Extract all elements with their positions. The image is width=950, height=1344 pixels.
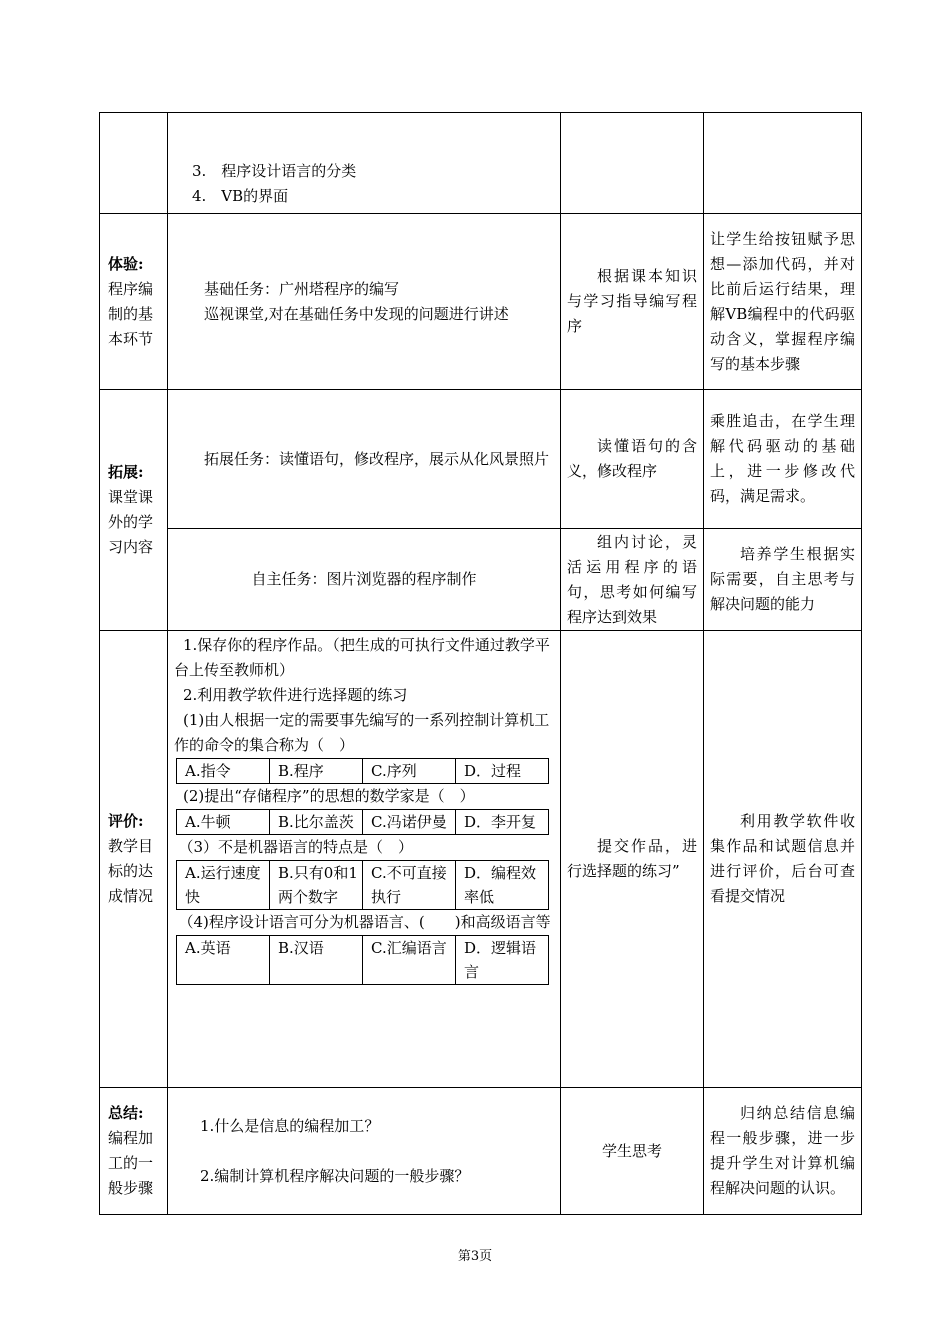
stage-cell	[100, 1088, 168, 1215]
options-table	[176, 935, 549, 985]
student-text: 组内讨论，灵活运用程序的语句，思考如何编写程序达到效果	[567, 532, 697, 626]
option-cell: D．编程效率低	[456, 861, 549, 910]
options-table	[176, 809, 549, 835]
teacher-activity-cell	[168, 631, 561, 1088]
options-table	[176, 758, 549, 784]
intent-text: 乘胜追击，在学生理解代码驱动的基础上，进一步修改代码，满足需求。	[710, 412, 855, 505]
option-cell: D．过程	[456, 759, 549, 784]
task-text: 自主任务：图片浏览器的程序制作	[251, 570, 477, 588]
option-cell: B.只有0和1两个数字	[270, 861, 363, 910]
task-text: 拓展任务：读懂语句，修改程序，展示从化风景照片	[204, 449, 550, 468]
question-text: （3）不是机器语言的特点是（ ）	[178, 838, 414, 856]
table-row	[100, 390, 862, 529]
page-number: 第3页	[457, 1249, 493, 1264]
intent-text: 培养学生根据实际需要，自主思考与解决问题的能力	[710, 545, 855, 613]
student-activity-cell	[561, 1088, 704, 1215]
student-activity-cell	[561, 390, 704, 529]
option-cell: C.不可直接执行	[363, 861, 456, 910]
teacher-activity-cell	[168, 1088, 561, 1215]
option-cell: D．逻辑语言	[456, 936, 549, 985]
stage-title: 体验:	[108, 254, 144, 273]
task-text: 巡视课堂,对在基础任务中发现的问题进行讲述	[204, 304, 509, 323]
question-text: 2.编制计算机程序解决问题的一般步骤？	[200, 1166, 470, 1185]
table-row	[100, 631, 862, 1088]
option-cell: B.比尔盖茨	[270, 810, 363, 835]
design-intent-cell	[704, 390, 862, 529]
option-cell: A.英语	[177, 936, 270, 985]
student-text: 读懂语句的含义，修改程序	[567, 437, 697, 480]
content-item: 4. VB的界面	[192, 187, 289, 205]
design-intent-cell	[704, 1088, 862, 1215]
stage-cell	[100, 113, 168, 214]
question-text: 1.什么是信息的编程加工？	[200, 1116, 380, 1135]
intent-text: 利用教学软件收集作品和试题信息并进行评价，后台可查看提交情况	[710, 812, 855, 905]
teacher-activity-cell	[168, 529, 561, 631]
question-text: (1)由人根据一定的需要事先编写的一系列控制计算机工作的命令的集合称为（ ）	[174, 711, 550, 754]
stage-desc: 程序编制的基本环节	[108, 279, 154, 348]
stage-cell	[100, 390, 168, 631]
student-text: 根据课本知识与学习指导编写程序	[567, 267, 697, 335]
task-text: 基础任务：广州塔程序的编写	[204, 279, 400, 298]
student-activity-cell	[561, 529, 704, 631]
stage-desc: 教学目标的达成情况	[108, 837, 154, 905]
design-intent-cell	[704, 631, 862, 1088]
question-text: (2)提出“存储程序”的思想的数学家是（ ）	[183, 787, 475, 805]
stage-title: 总结:	[108, 1104, 144, 1122]
stage-title: 评价:	[108, 812, 144, 830]
option-cell: C.序列	[363, 759, 456, 784]
intent-text: 让学生给按钮赋予思想—添加代码，并对比前后运行结果，理解VB编程中的代码驱动含义，掌握程序编写的基本步骤	[710, 229, 855, 373]
option-cell: C.汇编语言	[363, 936, 456, 985]
task-text: 1.保存你的程序作品。（把生成的可执行文件通过教学平台上传至教师机）	[174, 636, 550, 679]
option-cell: D．李开复	[456, 810, 549, 835]
option-cell: C.冯诺伊曼	[363, 810, 456, 835]
stage-cell	[100, 631, 168, 1088]
intent-text: 归纳总结信息编程一般步骤，进一步提升学生对计算机编程解决问题的认识。	[710, 1104, 855, 1197]
student-activity-cell	[561, 214, 704, 390]
student-text: 学生思考	[601, 1141, 662, 1160]
teacher-activity-cell	[168, 390, 561, 529]
design-intent-cell	[704, 529, 862, 631]
option-cell: B.程序	[270, 759, 363, 784]
teacher-activity-cell	[168, 113, 561, 214]
stage-cell	[100, 214, 168, 390]
lesson-plan-table	[99, 112, 862, 1215]
student-activity-cell	[561, 113, 704, 214]
task-text: 2.利用教学软件进行选择题的练习	[183, 686, 408, 704]
stage-title: 拓展:	[108, 463, 144, 481]
options-table	[176, 860, 549, 910]
option-cell: B.汉语	[270, 936, 363, 985]
question-text: （4)程序设计语言可分为机器语言、( )和高级语言等	[178, 913, 551, 931]
table-row	[100, 1088, 862, 1215]
student-activity-cell	[561, 631, 704, 1088]
stage-desc: 课堂课外的学习内容	[108, 488, 154, 556]
teacher-activity-cell	[168, 214, 561, 390]
table-row	[100, 214, 862, 390]
student-text: 提交作品，进行选择题的练习”	[567, 837, 697, 880]
stage-desc: 编程加工的一般步骤	[108, 1129, 154, 1197]
table-row	[100, 529, 862, 631]
content-item: 3. 程序设计语言的分类	[192, 162, 357, 180]
option-cell: A.运行速度快	[177, 861, 270, 910]
design-intent-cell	[704, 113, 862, 214]
option-cell: A.牛顿	[177, 810, 270, 835]
table-row	[100, 113, 862, 214]
design-intent-cell	[704, 214, 862, 390]
option-cell: A.指令	[177, 759, 270, 784]
